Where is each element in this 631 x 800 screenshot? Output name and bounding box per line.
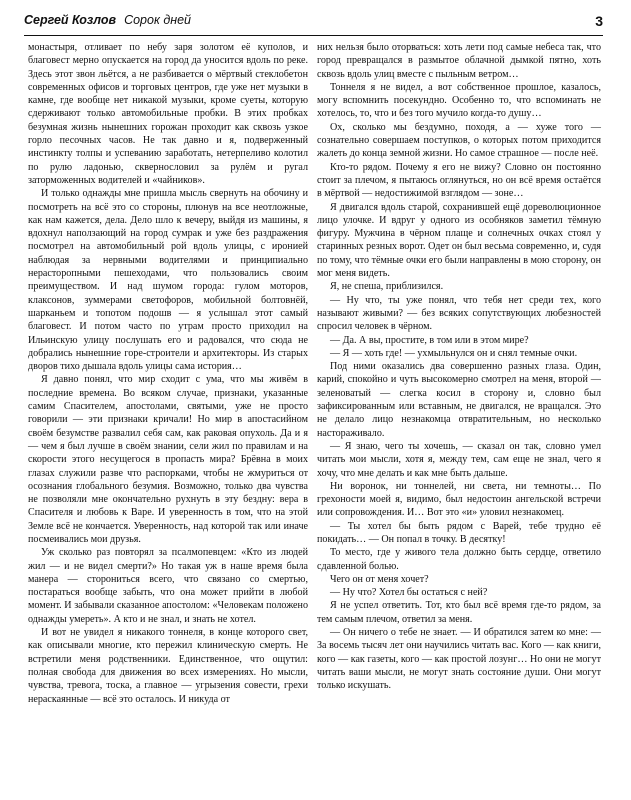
paragraph: — Я знаю, чего ты хочешь, — сказал он так, словно умел читать мои мысли, хотя я, между тем, сам еще не знал, чего я хочу, что мне делать и как мне быть дальше. [317, 440, 601, 479]
paragraph: Уж сколько раз повторял за псалмопевцем: «Кто из людей жил — и не видел смерти?» Но такая уж в наше время была манера — сторониться всего, что связано со смертью, постараться вообще забыть, что она может прийти в любой момент. И забывали сказанное апостолом: «Человекам положено однажды умереть». А кто и не знал, и знать не хотел. [28, 547, 308, 625]
paragraph: И вот не увидел я никакого тоннеля, в конце которого свет, как описывали многие, кто пережил клиническую смерть. Не встретили меня родственники. Единственное, что ощутил: полная свобода для движения во всех измерениях. Но мысли, чувства, тревога, тоска, а главное — угрызения совести, грехи нераскаянные — всё это осталось. И никуда от [28, 627, 308, 705]
paragraph: Тоннеля я не видел, а вот собственное прошлое, казалось, могу вспомнить посекундно. Особенно то, что вспоминать не хотелось, то, что и без того мучило когда-то душу… [317, 81, 601, 120]
left-column [28, 41, 308, 706]
header-title: Сорок дней [124, 13, 192, 27]
paragraph: Я, не спеша, приблизился. [330, 281, 444, 293]
paragraph: монастыря, отливает по небу заря золотом её куполов, и благовест мерно опускается на город да уносится вдоль по реке. Здесь этот звон льётся, а не разбивается о мёртвый стеклобетон современных офисов и торговых центров, где уже нет музыки в камне, где вообще нет никакой музыки, кроме суеты, которую сдерживают только автомобильные пробки. В этих пробках безумная жизнь нынешних горожан проходит как сквозь узкое горло песочных часов. Не так давно и я, подверженный инстинкту толпы и успеванию заработать, нетерпеливо колотил по рулю ладонью, сквернословил за рулём и ругал заторможенных водителей и «чайников». [28, 42, 308, 186]
paragraph: То место, где у живого тела должно быть сердце, ответило сдавленной болью. [317, 547, 601, 572]
paragraph: Я не успел ответить. Тот, кто был всё время где-то рядом, за тем самым плечом, ответил за меня. [317, 600, 601, 625]
running-header [24, 13, 603, 36]
right-column [317, 41, 601, 693]
paragraph: Чего он от меня хочет? [330, 573, 429, 585]
paragraph: — Ну что, ты уже понял, что тебя нет среди тех, кого называют живыми? — без всяких сопутствующих любезностей спросил человек в чёрном. [317, 294, 601, 333]
paragraph: них нельзя было оторваться: хоть лети под самые небеса так, что город превращался в размытое облачной дымкой пятно, хоть сквозь вдоль улиц вместе с пыльным ветром… [317, 42, 601, 80]
paragraph: Я двигался вдоль старой, сохранившей ещё дореволюционное лицо улочке. И вдруг у одного из особняков заметил тёмную фигуру. Мужчина в чёрном плаще и солнечных очках стоял у старинных резных ворот. Одет он был весьма современно, и, судя по тому, что тёмные очки его были направлены в мою сторону, он мог меня видеть. [317, 201, 601, 280]
paragraph: — Да. А вы, простите, в том или в этом мире? [330, 334, 529, 346]
paragraph: Под ними оказались два совершенно разных глаза. Один, карий, спокойно и чуть высокомерно смотрел на меня, второй — зеленоватый — слегка косил в сторону и, словно был зафиксированным или вставным, не двигался, не вращался. Это не делало лицо незнакомца отвратительным, но несколько настораживало. [317, 361, 601, 439]
paragraph: Кто-то рядом. Почему я его не вижу? Словно он постоянно стоит за плечом, я пытаюсь оглянуться, но он всё время остаётся в мёртвой — недостижимой взглядом — зоне… [317, 161, 601, 200]
header-author: Сергей Козлов [24, 13, 117, 27]
paragraph: — Он ничего о тебе не знает. — И обратился затем ко мне: — За восемь тысяч лет они научились читать вас. Кого — как книги, кого — как газеты, кого — как простой лозунг… Но они не могут читать ваши мысли, не могут знать состояние души. Они могут только искушать. [317, 627, 601, 692]
paragraph: И только однажды мне пришла мысль свернуть на обочину и посмотреть на всё это со стороны, плюнув на все неотложные, как нам кажется, дела. Дело шло к вечеру, выйдя из машины, я вдохнул наползающий на город сумрак и уже без раздражения посмотрел на автомобильный рой вдоль улицы, с иронией наблюдая за нервными водителями и принципиально нерасторопными пешеходами, что пользовались своим преимуществом. И над шумом города: гулом моторов, клаксонов, зуммерами светофоров, мобильной болтовнёй, шарканьем и топотом подошв — я услышал этот самый благовест. И потом часто по утрам просто приходил на Ильинскую улицу послушать его и радовался, что сюда не добрались нынешние горе-строители и архитекторы. Из старых дворов тихо дышала вдоль улицы сама история… [28, 188, 308, 373]
paragraph: Ни воронок, ни тоннелей, ни света, ни темноты… По грехоности моей я, видимо, был недостоин ангельской встречи или сопровождения. И… Вот это «и» уловил незнакомец. [317, 480, 601, 519]
paragraph: Ох, сколько мы бездумно, походя, а — хуже того — сознательно совершаем поступков, о которых потом приходится жалеть до конца земной жизни. Но самое страшное — после неё. [317, 121, 601, 160]
paragraph: — Ты хотел бы быть рядом с Варей, тебе трудно её покидать… — Он попал в точку. В десятку! [317, 520, 601, 545]
paragraph: — Я — хоть где! — ухмыльнулся он и снял темные очки. [330, 347, 578, 359]
page-number: 3 [595, 13, 603, 29]
paragraph: — Ну что? Хотел бы остаться с ней? [330, 587, 488, 599]
paragraph: Я давно понял, что мир сходит с ума, что мы живём в последние времена. Во всяком случае, признаки, указанные самим Спасителем, апостолами, святыми, уже не просто говорили — эти признаки кричали! Но мир в апостасийном своём безумстве развалил себя сам, как раковая опухоль. Да и я — чем я был лучше в своём знании, сели жил по правилам и на скорости этого несущегося в пропасть мира? Брёвна в моих глазах служили разве что распорками, чтобы не жмуриться от осознания глобального безумия. Возможно, только два чувства не позволяли мне окончательно рухнуть в эту бездну: вера в Спасителя и любовь к Варе. И уверенность в том, что на этой Земле всё не кончается. Уверенность, над которой так или иначе посмеивались мои друзья. [28, 374, 308, 545]
